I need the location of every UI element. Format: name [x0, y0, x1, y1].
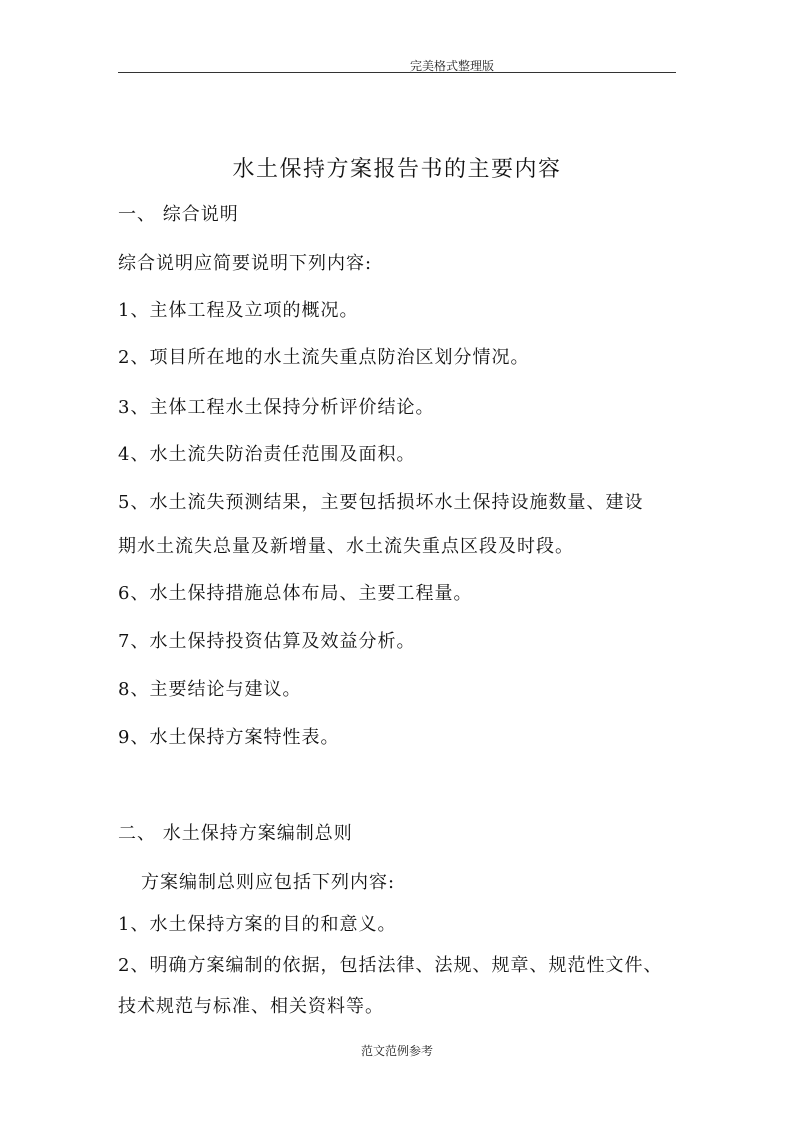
section-2-item-continuation: 技术规范与标准、相关资料等。 [118, 996, 384, 1017]
section-1-item: 5、水土流失预测结果，主要包括损坏水土保持设施数量、建设 [118, 492, 644, 513]
section-2-heading: 二、 水土保持方案编制总则 [118, 823, 353, 844]
document-title: 水土保持方案报告书的主要内容 [232, 157, 562, 182]
header-divider [118, 72, 676, 73]
section-1-item: 9、水土保持方案特性表。 [118, 727, 340, 748]
section-1-item: 3、主体工程水土保持分析评价结论。 [118, 397, 435, 418]
section-2-item: 1、水土保持方案的目的和意义。 [118, 914, 397, 935]
section-1-item: 7、水土保持投资估算及效益分析。 [118, 631, 416, 652]
section-1-item: 6、水土保持措施总体布局、主要工程量。 [118, 583, 473, 604]
section-1-item: 4、水土流失防治责任范围及面积。 [118, 444, 416, 465]
page-footer: 范文范例参考 [360, 1044, 433, 1058]
section-1-item-continuation: 期水土流失总量及新增量、水土流失重点区段及时段。 [118, 536, 574, 557]
section-1-heading: 一、 综合说明 [118, 204, 239, 225]
section-2-item: 2、明确方案编制的依据，包括法律、法规、规章、规范性文件、 [118, 955, 663, 976]
section-1-intro: 综合说明应简要说明下列内容: [118, 253, 373, 274]
header-text: 完美格式整理版 [410, 59, 495, 73]
section-1-item: 1、主体工程及立项的概况。 [118, 300, 359, 321]
section-2-intro: 方案编制总则应包括下列内容: [141, 872, 396, 893]
section-1-item: 8、主要结论与建议。 [118, 679, 302, 700]
section-1-item: 2、项目所在地的水土流失重点防治区划分情况。 [118, 347, 530, 368]
